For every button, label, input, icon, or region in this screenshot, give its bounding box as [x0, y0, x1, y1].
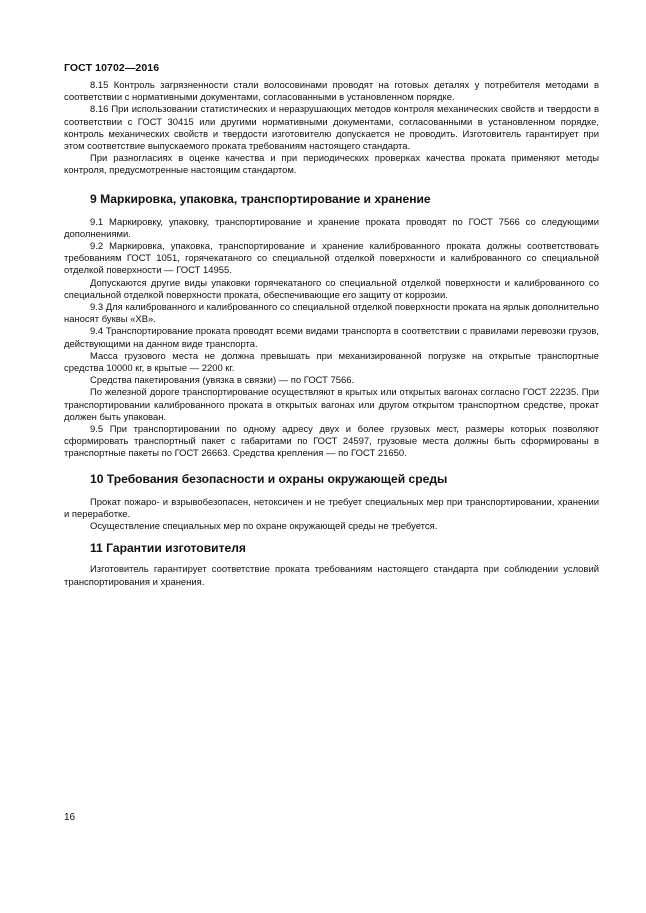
paragraph-9-2: 9.2 Маркировка, упаковка, транспортирование и хранение калиброванного проката должны соответствовать требованиям ГОСТ 1051, горячекатаного со специальной отделкой поверхности и калиброванного со специальной отделкой поверхности — ГОСТ 14955. [64, 241, 599, 277]
paragraph-9-5: 9.5 При транспортировании по одному адресу двух и более грузовых мест, размеры которых позволяют сформировать транспортный пакет с габаритами по ГОСТ 24597, грузовые места должны быть сформированы в транспортные пакеты по ГОСТ 26663. Средства крепления — по ГОСТ 21650. [64, 424, 599, 460]
section-9-heading: 9 Маркировка, упаковка, транспортирование и хранение [90, 191, 431, 206]
paragraph-9-1: 9.1 Маркировку, упаковку, транспортирование и хранение проката проводят по ГОСТ 7566 со следующими дополнениями. [64, 216, 599, 240]
section-10-heading: 10 Требования безопасности и охраны окружающей среды [90, 471, 448, 486]
paragraph-cargo-mass: Масса грузового места не должна превышать при механизированной погрузке на открытые транспортные средства 10000 кг, в крытые — 2200 кг. [64, 350, 599, 375]
document-header: ГОСТ 10702—2016 [64, 62, 160, 74]
paragraph-packaging: Допускаются другие виды упаковки горячекатаного со специальной отделкой поверхности и калиброванного со специальной отделкой поверхности проката, обеспечивающие его защиту от коррозии. [64, 277, 599, 301]
paragraph-packeting: Средства пакетирования (увязка в связки) — по ГОСТ 7566. [90, 375, 355, 387]
paragraph-railway: По железной дороге транспортирование осуществляют в крытых или открытых вагонах согласно ГОСТ 22235. При транспортировании калиброванного проката в открытых вагонах или другом открытом транспортном средстве, прокат должен быть упакован. [64, 387, 599, 423]
page-number: 16 [64, 812, 76, 823]
section-11-heading: 11 Гарантии изготовителя [90, 541, 246, 556]
paragraph-safety: Прокат пожаро- и взрывобезопасен, нетоксичен и не требует специальных мер при транспортировании, хранении и переработке. [64, 496, 599, 520]
paragraph-disputes: При разногласиях в оценке качества и при периодических проверках качества проката применяют методы контроля, предусмотренные настоящим стандартом. [64, 153, 599, 177]
paragraph-8-15: 8.15 Контроль загрязненности стали волосовинами проводят на готовых деталях у потребителя методами в соответствии с нормативными документами, согласованными в установленном порядке. [64, 80, 599, 104]
paragraph-9-3: 9.3 Для калиброванного и калиброванного со специальной отделкой поверхности проката на ярлык дополнительно наносят буквы «ХВ». [64, 302, 599, 326]
paragraph-environment: Осуществление специальных мер по охране окружающей среды не требуется. [90, 521, 438, 533]
document-body [64, 80, 599, 589]
paragraph-8-16: 8.16 При использовании статистических и неразрушающих методов контроля механических свойств и твердости в соответствии с ГОСТ 30415 или другими нормативными документами, согласованными в установленном порядке, контроль механических свойств и твердости изготовителю допускается не проводить. Изготовитель гарантирует при этом соответствие выпускаемого проката требованиям настоящего стандарта. [64, 104, 599, 153]
paragraph-warranty: Изготовитель гарантирует соответствие проката требованиям настоящего стандарта при соблюдении условий транспортирования и хранения. [64, 564, 599, 588]
paragraph-9-4: 9.4 Транспортирование проката проводят всеми видами транспорта в соответствии с правилами перевозки грузов, действующими на данном виде транспорта. [64, 326, 599, 350]
